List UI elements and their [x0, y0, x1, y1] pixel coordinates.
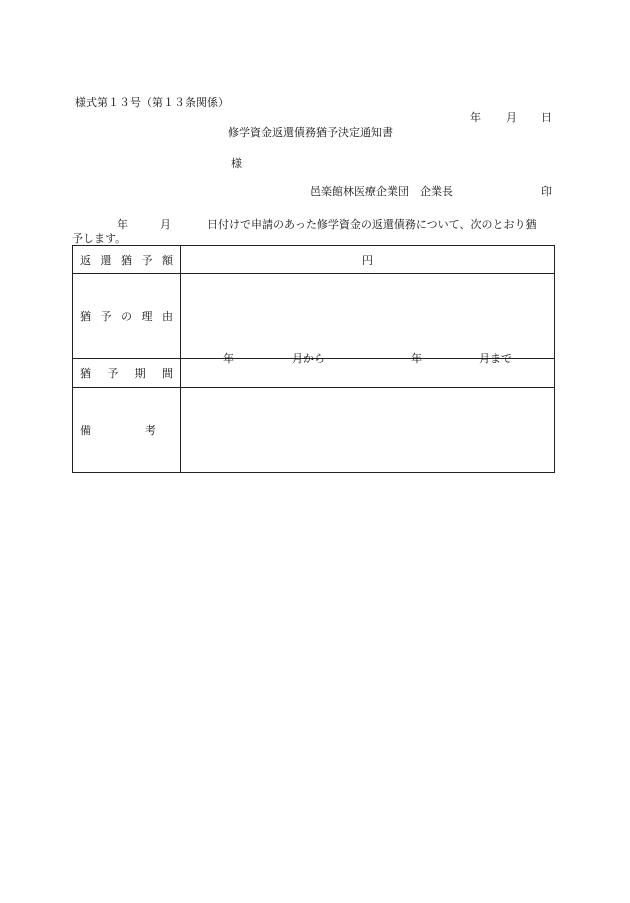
- document-title: 修学資金返還債務猶予決定通知書: [228, 126, 393, 139]
- label-char: 猶: [121, 253, 132, 267]
- body-month-label: 月: [160, 218, 171, 231]
- period-start-month: 月から: [292, 352, 325, 365]
- period-start-year: 年: [223, 352, 234, 365]
- label-char: 猶: [80, 310, 91, 323]
- label-char: 予: [141, 253, 153, 267]
- seal-mark: 印: [541, 185, 552, 198]
- label-char: 猶: [80, 367, 91, 380]
- table-row-amount: [73, 246, 555, 274]
- addressee-suffix: 様: [231, 157, 242, 170]
- label-char: の: [121, 310, 132, 323]
- deferral-table: [72, 245, 555, 473]
- period-end-month: 月まで: [479, 352, 512, 365]
- date-year-label: 年: [470, 111, 481, 124]
- table-row-reason: [73, 274, 555, 359]
- label-char: 期: [134, 367, 146, 380]
- issuer-name: 邑楽館林医療企業団 企業長: [310, 185, 453, 198]
- label-deferral-amount: [73, 246, 181, 274]
- label-char: 額: [162, 253, 173, 267]
- label-char: 備: [80, 424, 91, 437]
- body-text-line2: 予します。: [72, 232, 127, 245]
- label-char: 由: [162, 310, 173, 323]
- table-row-remarks: [73, 388, 555, 473]
- date-day-label: 日: [541, 111, 552, 124]
- label-char: 予: [100, 310, 112, 323]
- label-char: 考: [145, 424, 156, 437]
- period-end-year: 年: [411, 352, 422, 365]
- deferral-period-field[interactable]: [181, 352, 555, 388]
- label-char: 理: [141, 310, 153, 323]
- label-deferral-period: [73, 359, 181, 388]
- form-number: 様式第１３号（第１３条関係）: [75, 96, 229, 109]
- body-year-label: 年: [117, 218, 128, 231]
- label-char: 還: [100, 253, 112, 267]
- remarks-field[interactable]: [181, 388, 555, 473]
- label-deferral-reason: [73, 274, 181, 359]
- yen-unit: 円: [362, 253, 373, 267]
- deferral-amount-field[interactable]: [181, 246, 555, 274]
- label-char: 返: [80, 253, 91, 267]
- label-char: 間: [161, 367, 173, 380]
- date-month-label: 月: [506, 111, 517, 124]
- deferral-reason-field[interactable]: [181, 274, 555, 359]
- label-remarks: [73, 388, 181, 473]
- label-char: 予: [107, 367, 119, 380]
- table-row-period: [73, 359, 555, 388]
- body-text-line1: 日付けで申請のあった修学資金の返還債務について、次のとおり猶: [207, 218, 537, 231]
